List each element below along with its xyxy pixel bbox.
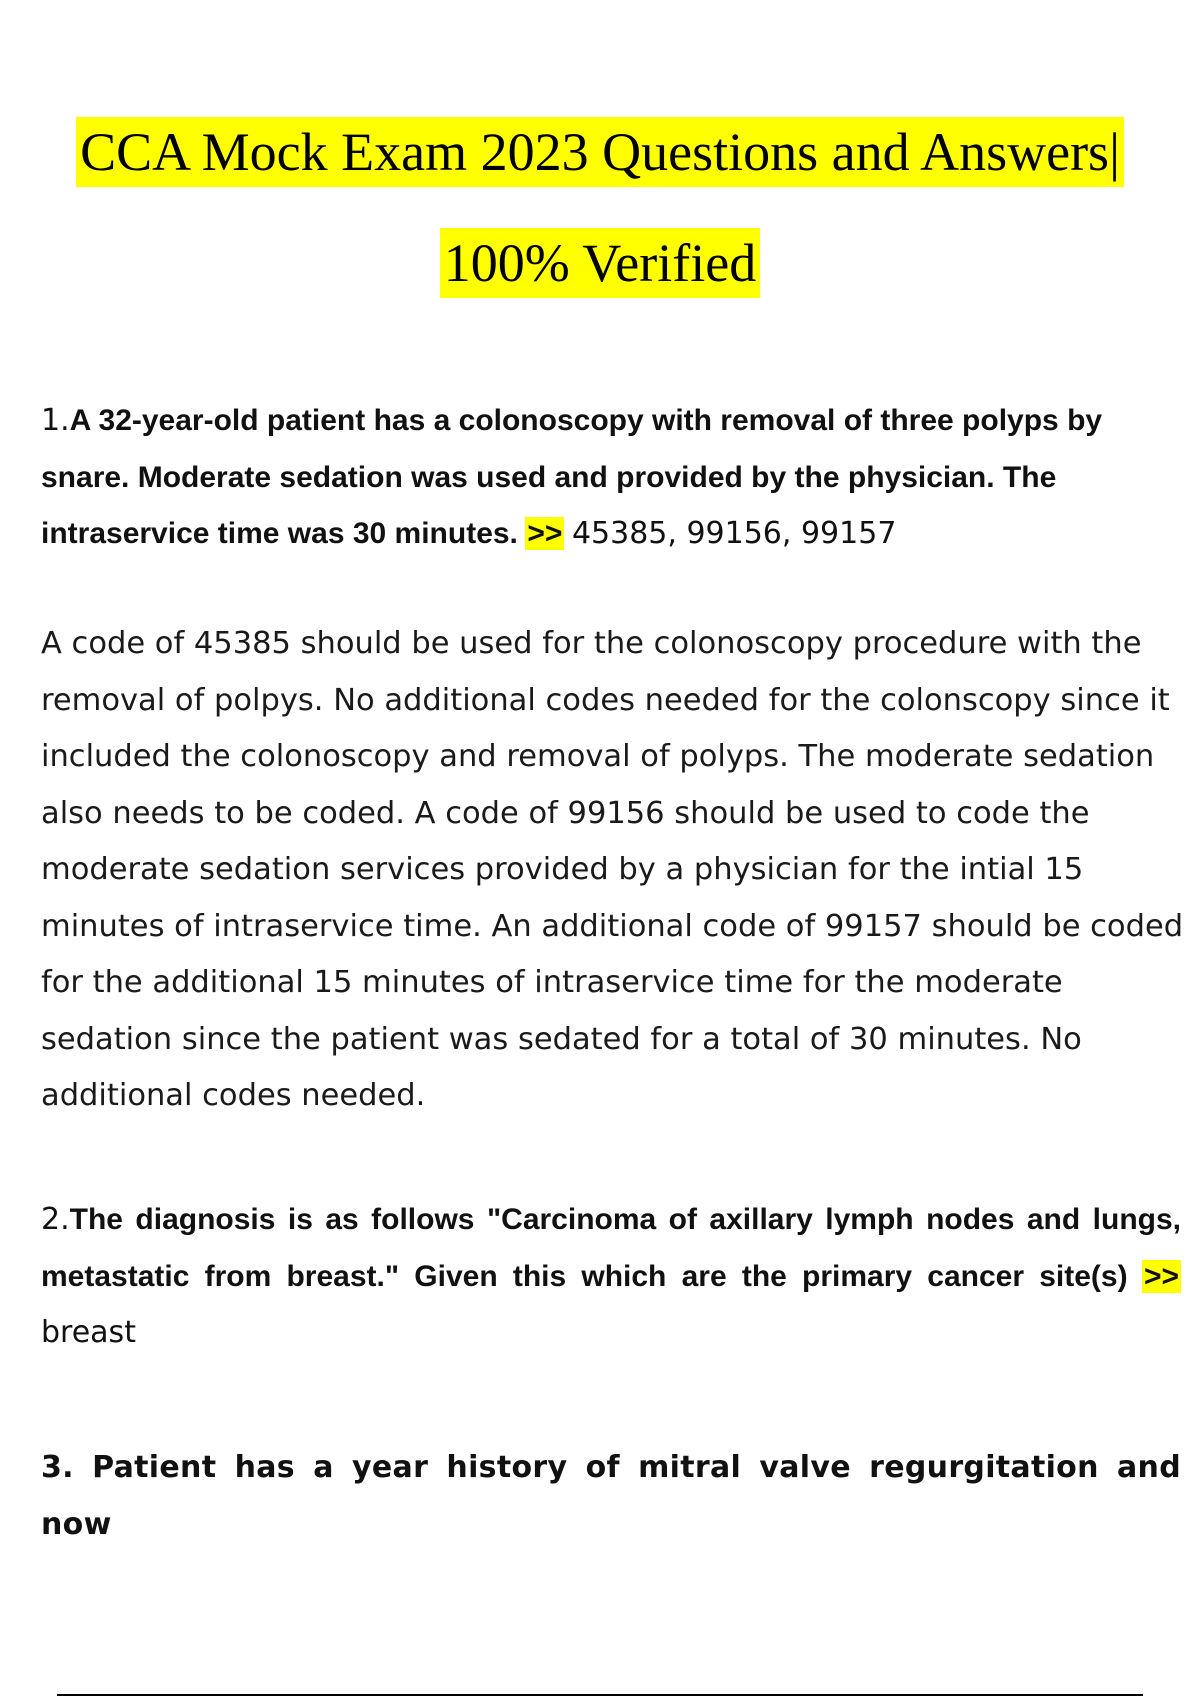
question-1 bbox=[41, 393, 1181, 563]
title-line-1: CCA Mock Exam 2023 Questions and Answers| bbox=[76, 117, 1124, 187]
answer-text: breast bbox=[41, 1315, 136, 1350]
title-line-2: 100% Verified bbox=[440, 228, 760, 298]
question-text: The diagnosis is as follows "Carcinoma of axillary lymph nodes and lungs, metastatic from breast." Given this which are the primary cancer site(s) bbox=[41, 1203, 1181, 1293]
document-title bbox=[0, 104, 1200, 312]
answer-arrow: >> bbox=[1143, 1259, 1180, 1293]
question-number: 2. bbox=[41, 1202, 70, 1237]
question-2 bbox=[41, 1192, 1181, 1362]
question-text: A 32-year-old patient has a colonoscopy with removal of three polyps by snare. Moderate sedation was used and provided by the physician. The intraservice time was 30 minutes. bbox=[41, 404, 1103, 550]
question-text: Patient has a year history of mitral valve regurgitation and now bbox=[41, 1450, 1181, 1542]
question-number: 3. bbox=[41, 1450, 74, 1485]
question-1-explanation: A code of 45385 should be used for the colonoscopy procedure with the removal of polpys. No additional codes needed for the colonscopy since it included the colonoscopy and removal of polyps. The moderate sedation also needs to be coded. A code of 99156 should be used to code the moderate sedation services provided by a physician for the intial 15 minutes of intraservice time. An additional code of 99157 should be coded for the additional 15 minutes of intraservice time for the moderate sedation since the patient was sedated for a total of 30 minutes. No additional codes needed. bbox=[41, 626, 1184, 1113]
question-number: 1. bbox=[41, 403, 70, 438]
question-3 bbox=[41, 1440, 1181, 1553]
answer-arrow: >> bbox=[527, 517, 563, 550]
answer-text: 45385, 99156, 99157 bbox=[571, 516, 897, 551]
page-footer-rule bbox=[57, 1694, 1143, 1696]
